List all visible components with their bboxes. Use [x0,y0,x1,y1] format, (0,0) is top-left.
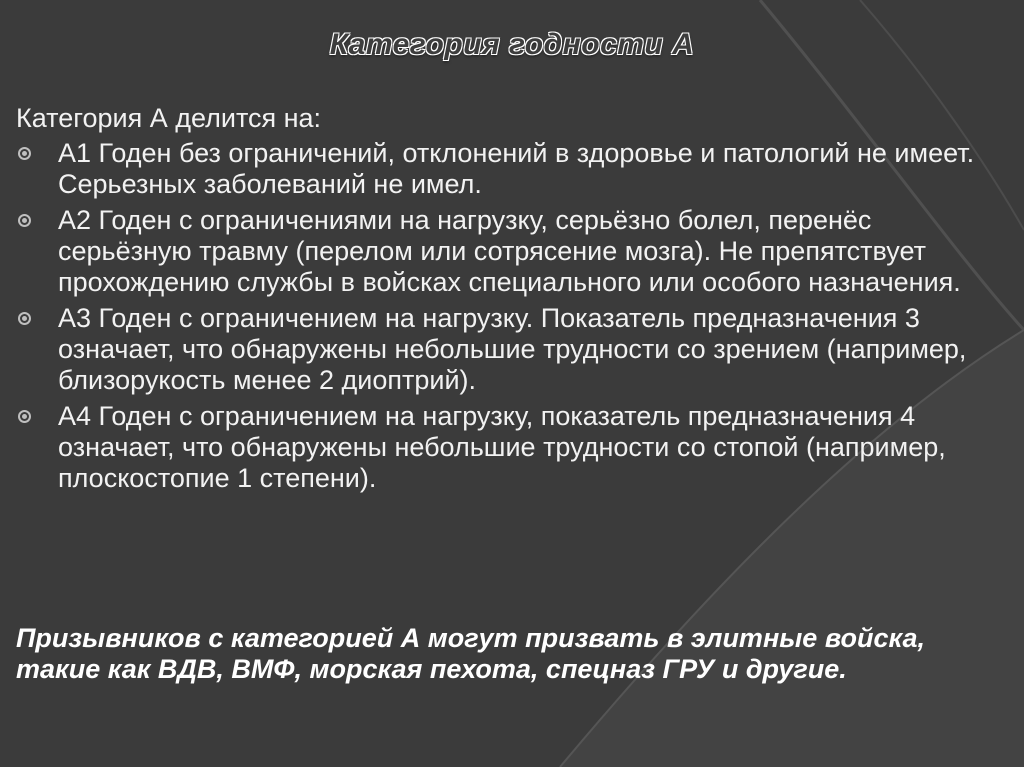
list-item [16,401,1006,494]
slide-body [16,103,1006,499]
list-item-text: А4 Годен с ограничением на нагрузку, показатель предназначения 4 означает, что обнаружены небольшие трудности со стопой (например, плоскостопие 1 степени). [58,401,946,493]
slide-title: Категория годности А [329,28,695,61]
list-item [16,205,1006,298]
list-item [16,303,1006,396]
circle-dot-bullet-icon [18,410,31,423]
circle-dot-bullet-icon [18,312,31,325]
list-item-text: А2 Годен с ограничениями на нагрузку, серьёзно болел, перенёс серьёзную травму (перелом или сотрясение мозга). Не препятствует прохождению службы в войсках специального или особого назначения. [58,205,961,297]
list-item-text: А3 Годен с ограничением на нагрузку. Показатель предназначения 3 означает, что обнаружены небольшие трудности со зрением (например, близорукость менее 2 диоптрий). [58,303,967,395]
list-item [16,138,1006,200]
list-item-text: А1 Годен без ограничений, отклонений в здоровье и патологий не имеет. Серьезных заболеваний не имел. [58,138,975,199]
intro-text: Категория А делится на: [16,103,322,133]
circle-dot-bullet-icon [18,214,31,227]
circle-dot-bullet-icon [18,147,31,160]
category-list [16,138,1006,494]
footer-note: Призывников с категорией А могут призвать в элитные войска, такие как ВДВ, ВМФ, морская пехота, спецназ ГРУ и другие. [16,623,925,684]
